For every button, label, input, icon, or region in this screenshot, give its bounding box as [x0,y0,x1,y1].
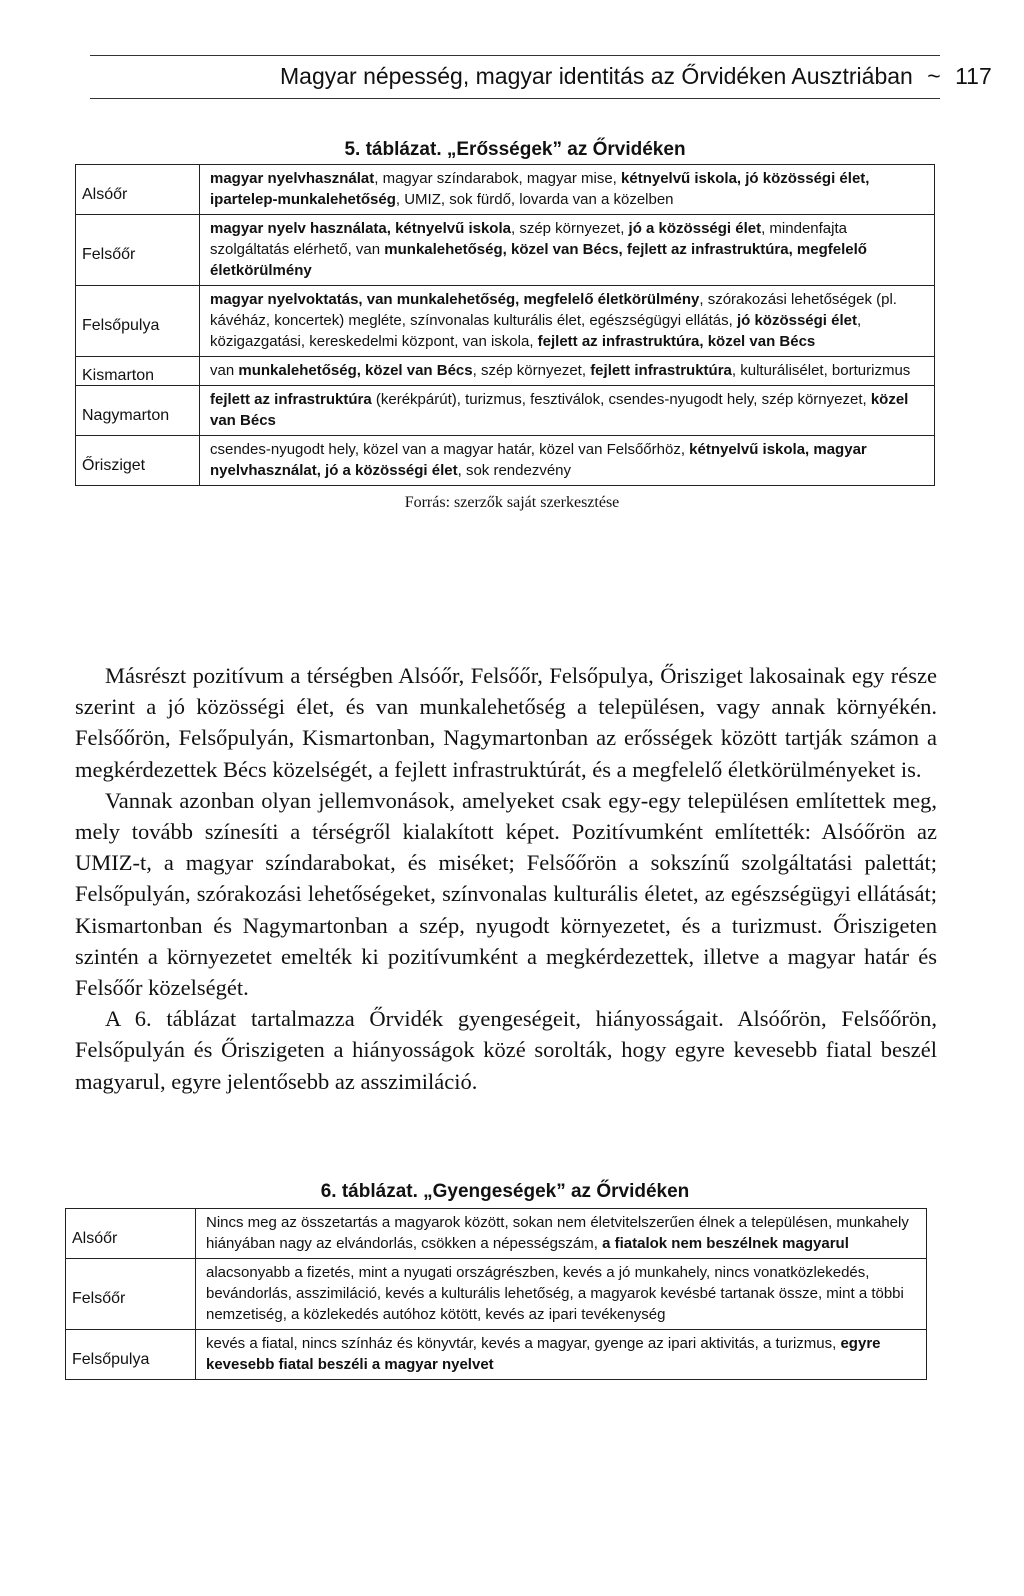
table5 [75,164,935,486]
place-cell: Felsőpulya [66,1330,196,1380]
text-segment: Nincs meg az összetartás a magyarok között, sokan nem életvitelszerűen élnek a településen, munkahely hiányában nagy az elvándorlás, csökken a népességszám, [206,1214,909,1252]
table-row [76,386,935,436]
header-bottom-rule [90,98,940,99]
place-cell: Felsőőr [66,1259,196,1330]
table-row [66,1330,927,1380]
text-segment: , UMIZ, sok fürdő, lovarda van a közelben [395,191,674,208]
bold-segment: magyar nyelv használata, kétnyelvű iskola [210,220,511,237]
bold-segment: közel van Bécs [210,391,909,429]
text-segment: , szép környezet, [472,362,591,379]
body-text [75,660,937,1097]
text-segment: kevés a fiatal, nincs színház és könyvtár, kevés a magyar, gyenge az ipari aktivitás, a turizmus, [206,1335,841,1352]
text-segment: alacsonyabb a fizetés, mint a nyugati országrészben, kevés a jó munkahely, nincs vonatközlekedés, bevándorlás, asszimiláció, kevés a kulturális lehetőség, a magyarok kevésbé tartanak össze, mint a többi nemzetiség, a közlekedés autóhoz kötött, kevés az ipari tevékenység [206,1264,904,1323]
table5-title: 5. táblázat. „Erősségek” az Őrvidéken [344,139,686,160]
table-row [76,165,935,215]
text-segment: (kerékpárút), turizmus, fesztiválok, csendes-nyugodt hely, szép környezet, [371,391,871,408]
running-head [280,63,992,90]
bold-segment: fejlett az infrastruktúra, közel van Bécs [537,333,816,350]
text-segment: , szórakozási lehetőségek (pl. kávéház, koncertek) megléte, színvonalas kulturális élet, egészségügyi ellátás, [210,291,897,329]
table6 [65,1208,927,1380]
place-cell: Őrisziget [76,436,200,486]
bold-segment: munkalehetőség, közel van Bécs [238,362,473,379]
place-cell: Felsőőr [76,215,200,286]
bold-segment: fejlett infrastruktúra [590,362,732,379]
text-segment: , mindenfajta szolgáltatás elérhető, van [210,220,847,258]
place-cell: Nagymarton [76,386,200,436]
description-cell [196,1209,927,1259]
running-head-title: Magyar népesség, magyar identitás az Őrvidéken Ausztriában [280,63,913,89]
page-number: 117 [955,63,992,89]
description-cell [200,286,935,357]
place-cell: Alsóőr [76,165,200,215]
bold-segment: a fiatalok nem beszélnek magyarul [602,1235,849,1252]
description-cell [196,1330,927,1380]
text-segment: , kulturálisélet, borturizmus [731,362,911,379]
place-cell: Alsóőr [66,1209,196,1259]
running-head-separator: ~ [927,63,941,89]
bold-segment: fejlett az infrastruktúra [210,391,372,408]
bold-segment: magyar nyelvhasználat [210,170,375,187]
paragraph-3: A 6. táblázat tartalmazza Őrvidék gyengeségeit, hiányosságait. Alsóőrön, Felsőőrön, Felsőpulyán és Őriszigeten a hiányosságok közé sorolták, hogy egyre kevesebb fiatal beszél magyarul, egyre jelentősebb az asszimiláció. [75,1006,937,1094]
bold-segment: magyar nyelvoktatás, van munkalehetőség, megfelelő életkörülmény [210,291,700,308]
table6-title: 6. táblázat. „Gyengeségek” az Őrvidéken [320,1181,690,1202]
text-segment: , sok rendezvény [457,462,572,479]
table-row [76,286,935,357]
bold-segment: kétnyelvű iskola, magyar nyelvhasználat, jó a közösségi élet [210,441,867,479]
table-row [66,1259,927,1330]
text-segment: , magyar színdarabok, magyar mise, [374,170,622,187]
text-segment: , közigazgatási, kereskedelmi központ, van iskola, [210,312,862,350]
bold-segment: jó közösségi élet [736,312,857,329]
description-cell [200,386,935,436]
text-segment: van [210,362,239,379]
description-cell [196,1259,927,1330]
header-top-rule [90,55,940,56]
description-cell [200,436,935,486]
description-cell [200,215,935,286]
table-row [76,357,935,386]
bold-segment: kétnyelvű iskola, jó közösségi élet, ipartelep-munkalehetőség [210,170,870,208]
bold-segment: egyre kevesebb fiatal beszéli a magyar nyelvet [206,1335,881,1373]
place-cell: Felsőpulya [76,286,200,357]
table-row [76,215,935,286]
bold-segment: jó a közösségi élet [628,220,762,237]
paragraph-1: Másrészt pozitívum a térségben Alsóőr, Felsőőr, Felsőpulya, Őrisziget lakosainak egy része szerint a jó közösségi élet, és van munkalehetőség a településen, vagy annak környékén. Felsőőrön, Felsőpulyán, Kismartonban, Nagymartonban az erősségek között tartják számon a megkérdezettek Bécs közelségét, a fejlett infrastruktúrát, és a megfelelő életkörülményeket is. [75,663,937,782]
table-row [66,1209,927,1259]
table-row [76,436,935,486]
text-segment: csendes-nyugodt hely, közel van a magyar határ, közel van Felsőőrhöz, [210,441,690,458]
description-cell [200,357,935,386]
text-segment: , szép környezet, [510,220,629,237]
table5-source: Forrás: szerzők saját szerkesztése [404,494,620,511]
place-cell: Kismarton [76,357,200,386]
bold-segment: munkalehetőség, közel van Bécs, fejlett az infrastruktúra, megfelelő életkörülmény [210,241,867,279]
paragraph-2: Vannak azonban olyan jellemvonások, amelyeket csak egy-egy településen említettek meg, mely tovább színesíti a térségről kialakított képet. Pozitívumként említették: Alsóőrön az UMIZ-t, a magyar színdarabokat, és miséket; Felsőőrön a sokszínű szolgáltatási palettát; Felsőpulyán, szórakozási lehetőségeket, színvonalas kulturális életet, az egészségügyi ellátását; Kismartonban és Nagymartonban a szép, nyugodt környezetet, és a turizmust. Őriszigeten szintén a környezetet emelték ki pozitívumként a megkérdezettek, illetve a magyar határ és Felsőőr közelségét. [75,787,937,1001]
description-cell [200,165,935,215]
